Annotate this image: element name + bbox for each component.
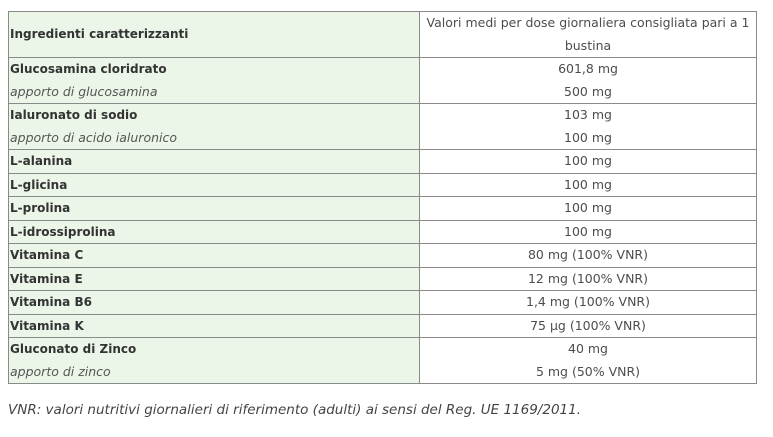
ingredient-value: 601,8 mg [558,61,618,76]
table-row [9,338,757,384]
ingredient-cell [9,338,420,384]
ingredient-cell [9,173,420,197]
ingredient-value: 100 mg [564,200,612,215]
table-row [9,173,757,197]
ingredients-header-label: Ingredienti caratterizzanti [10,27,189,42]
value-cell [420,291,757,315]
table-header-row [9,12,757,58]
ingredient-value: 1,4 mg (100% VNR) [526,294,650,309]
value-cell [420,197,757,221]
value-cell [420,338,757,384]
ingredient-cell [9,291,420,315]
ingredient-cell [9,267,420,291]
ingredient-value: 100 mg [564,153,612,168]
ingredient-value: 80 mg (100% VNR) [527,247,648,262]
value-cell [420,173,757,197]
ingredient-cell [9,220,420,244]
ingredient-value: 75 µg (100% VNR) [530,317,646,333]
ingredient-name: Ialuronato di sodio [10,108,138,122]
ingredient-name: Vitamina E [10,271,83,286]
table-row [9,314,757,338]
table-row [9,220,757,244]
ingredient-name: L-idrossiprolina [10,224,116,239]
ingredient-cell [9,314,420,338]
value-cell [420,244,757,268]
ingredient-sub-label: apporto di zinco [10,363,111,379]
values-header-cell [420,12,757,58]
value-cell [420,150,757,174]
value-cell [420,267,757,291]
nutrition-table [8,11,757,384]
table-row [9,291,757,315]
ingredient-sub-value: 500 mg [564,83,612,99]
ingredient-sub-value: 100 mg [564,129,612,145]
table-row [9,244,757,268]
ingredients-header-cell [9,12,420,58]
ingredient-name: Glucosamina cloridrato [10,62,167,76]
table-row [9,197,757,221]
ingredient-value: 100 mg [564,223,612,239]
ingredient-cell [9,104,420,150]
ingredient-sub-label: apporto di glucosamina [10,83,158,99]
ingredient-name: Vitamina C [10,248,84,262]
value-cell [420,104,757,150]
ingredient-cell [9,197,420,221]
table-row [9,58,757,104]
values-header-line1: Valori medi per dose giornaliera consigliata pari a 1 [426,15,750,30]
ingredient-cell [9,150,420,174]
ingredient-name: L-prolina [10,201,71,215]
ingredient-sub-value: 5 mg (50% VNR) [535,363,641,379]
table-row [9,150,757,174]
vnr-footnote: VNR: valori nutritivi giornalieri di riferimento (adulti) ai sensi del Reg. UE 1169/2011. [8,402,581,418]
ingredient-cell [9,58,420,104]
values-header-line2: bustina [564,37,612,53]
table-row [9,104,757,150]
value-cell [420,58,757,104]
nutrition-table-body [9,12,757,384]
ingredient-cell [9,244,420,268]
value-cell [420,314,757,338]
ingredient-value: 12 mg (100% VNR) [527,270,648,286]
ingredient-name: L-glicina [10,177,68,192]
ingredient-name: Vitamina K [10,318,84,333]
ingredient-sub-label: apporto di acido ialuronico [10,129,178,145]
ingredient-value: 40 mg [568,341,608,356]
ingredient-value: 103 mg [564,107,612,122]
ingredient-name: Gluconato di Zinco [10,342,137,356]
ingredient-name: L-alanina [10,154,73,168]
ingredient-value: 100 mg [564,176,612,192]
value-cell [420,220,757,244]
ingredient-name: Vitamina B6 [10,295,92,309]
table-row [9,267,757,291]
